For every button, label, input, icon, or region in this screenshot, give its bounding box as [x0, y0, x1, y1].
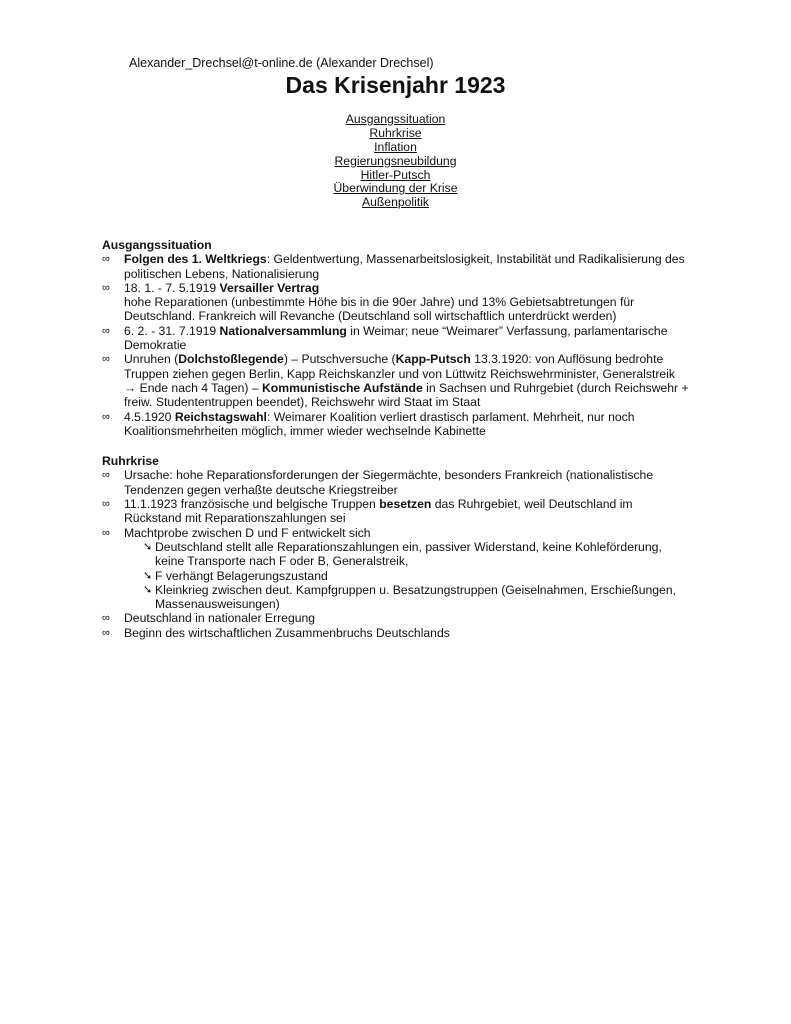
list-item-text: Ursache: hohe Reparationsforderungen der Siegermächte, besonders Frankreich (nationalistische Tendenzen gegen verhaßte deutsche Kriegstreiber [124, 468, 654, 497]
bold-term: Nationalversammlung [219, 323, 347, 338]
infinity-bullet-icon: ∞ [102, 253, 110, 266]
infinity-bullet-icon: ∞ [102, 626, 110, 639]
infinity-bullet-icon: ∞ [102, 526, 110, 539]
arrow-bullet-icon: ➘ [143, 569, 153, 582]
toc-link-inflation[interactable]: Inflation [374, 139, 417, 154]
document-body [102, 238, 692, 640]
list-item [102, 497, 692, 526]
infinity-bullet-icon: ∞ [102, 612, 110, 625]
toc-link-ueberwindung-der-krise[interactable]: Überwindung der Krise [333, 181, 458, 196]
section-spacer [102, 438, 692, 454]
list-item [102, 252, 692, 281]
bold-term: Folgen des 1. Weltkriegs [124, 252, 267, 267]
list-item [102, 410, 692, 439]
bold-term: Versailler Vertrag [219, 280, 320, 295]
bullet-list [102, 468, 692, 640]
infinity-bullet-icon: ∞ [102, 281, 110, 294]
bold-term: Kommunistische Aufstände [262, 380, 423, 395]
section-heading: Ruhrkrise [102, 454, 159, 469]
list-item [102, 468, 692, 497]
infinity-bullet-icon: ∞ [102, 410, 110, 423]
infinity-bullet-icon: ∞ [102, 469, 110, 482]
list-item [102, 352, 692, 409]
list-item [102, 611, 692, 625]
toc-link-hitler-putsch[interactable]: Hitler-Putsch [360, 167, 431, 182]
toc-link-aussenpolitik[interactable]: Außenpolitik [361, 195, 430, 210]
list-item-text: 11.1.1923 französische und belgische Truppen besetzen das Ruhrgebiet, weil Deutschland im Rückstand mit Reparationszahlungen sei [124, 497, 633, 526]
toc-link-regierungsneubildung[interactable]: Regierungsneubildung [334, 153, 457, 168]
page-title [0, 71, 791, 99]
list-item [102, 526, 692, 612]
arrow-bullet-icon: ➘ [143, 540, 153, 553]
sub-list-item [133, 540, 692, 569]
bold-term: Reichstagswahl [174, 409, 267, 424]
infinity-bullet-icon: ∞ [102, 324, 110, 337]
table-of-contents [0, 113, 791, 210]
author-line: Alexander_Drechsel@t-online.de (Alexander Drechsel) [129, 56, 434, 70]
sub-list [124, 540, 692, 611]
list-item-text: Deutschland in nationaler Erregung [124, 611, 316, 626]
list-item [102, 324, 692, 353]
sub-list-item-text: F verhängt Belagerungszustand [155, 568, 328, 583]
list-item-text: Folgen des 1. Weltkriegs: Geldentwertung, Massenarbeitslosigkeit, Instabilität und Radikalisierung des politischen Lebens, Nationalisierung [124, 252, 685, 281]
list-item-text: 6. 2. - 31. 7.1919 Nationalversammlung in Weimar; neue “Weimarer” Verfassung, parlamentarische Demokratie [124, 323, 668, 353]
list-item [102, 281, 692, 324]
bold-term: Dolchstoßlegende [178, 352, 284, 367]
bullet-list [102, 252, 692, 438]
list-item-text: Unruhen (Dolchstoßlegende) – Putschversuche (Kapp-Putsch 13.3.1920: von Auflösung bedrohte Truppen ziehen gegen Berlin, Kapp Reichskanzler und von Lüttwitz Reichswehrminister, Generalstreik → Ende nach 4 Tagen) – Kommunistische Aufstände in Sachsen und Ruhrgebiet (durch Reichswehr + freiw. Studententruppen beendet), Reichswehr wird Staat im Staat [124, 352, 689, 410]
infinity-bullet-icon: ∞ [102, 353, 110, 366]
toc-link-ruhrkrise[interactable]: Ruhrkrise [369, 125, 422, 140]
sub-list-item [133, 583, 692, 612]
list-item-text: 4.5.1920 Reichstagswahl: Weimarer Koalition verliert drastisch parlament. Mehrheit, nur noch Koalitionsmehrheiten möglich, immer wieder wechselnde Kabinette [124, 409, 635, 438]
infinity-bullet-icon: ∞ [102, 498, 110, 511]
section-heading: Ausgangssituation [102, 238, 212, 252]
arrow-bullet-icon: ➘ [143, 583, 153, 596]
toc-link-ausgangssituation[interactable]: Ausgangssituation [345, 112, 446, 126]
page-title-text: Das Krisenjahr 1923 [285, 72, 506, 98]
sub-list-item [133, 569, 692, 583]
bold-term: besetzen [379, 497, 432, 512]
sub-list-item-text: Kleinkrieg zwischen deut. Kampfgruppen u. Besatzungstruppen (Geiselnahmen, Erschießungen, Massenausweisungen) [155, 582, 676, 612]
sub-list-item-text: Deutschland stellt alle Reparationszahlungen ein, passiver Widerstand, keine Kohleförderung, keine Transporte nach F oder B, Generalstreik, [155, 539, 662, 569]
bold-term: Kapp-Putsch [395, 352, 471, 367]
list-item-text: 18. 1. - 7. 5.1919 Versailler Vertrag hohe Reparationen (unbestimmte Höhe bis in die 90er Jahre) und 13% Gebietsabtretungen für Deutschland. Frankreich will Revanche (Deutschland soll wirtschaftlich unterdrückt werden) [124, 280, 635, 324]
list-item-text: Machtprobe zwischen D und F entwickelt sich [124, 525, 371, 540]
list-item [102, 626, 692, 640]
list-item-text: Beginn des wirtschaftlichen Zusammenbruchs Deutschlands [124, 625, 450, 640]
